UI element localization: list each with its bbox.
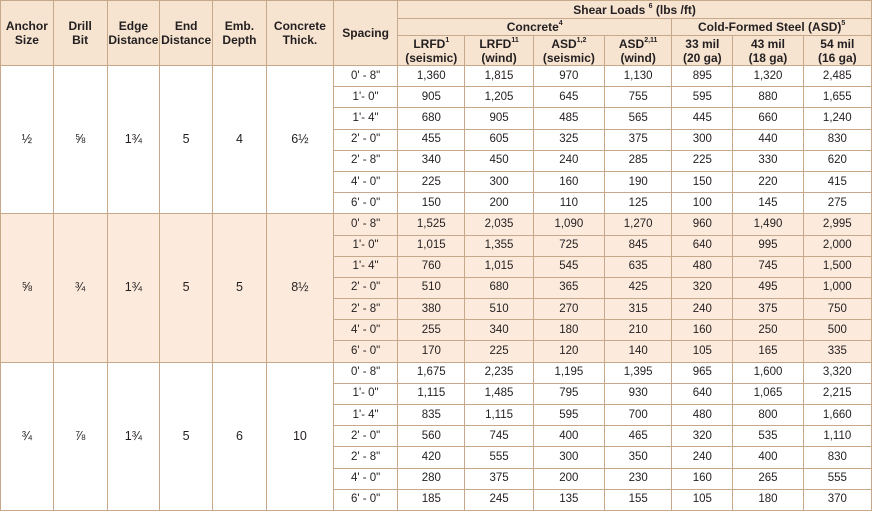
value-cell: 830 xyxy=(803,129,871,150)
spacing-cell: 4' - 0" xyxy=(334,171,398,192)
value-cell: 330 xyxy=(733,150,803,171)
subcol-header: ASD$^{2,11}$ (wind) xyxy=(605,36,672,66)
value-cell: 545 xyxy=(533,256,604,277)
spacing-cell: 6' - 0" xyxy=(334,341,398,362)
spacing-cell: 2' - 8" xyxy=(334,299,398,320)
value-cell: 1,000 xyxy=(803,277,871,298)
value-cell: 445 xyxy=(672,108,733,129)
spacing-cell: 6' - 0" xyxy=(334,489,398,510)
value-cell: 125 xyxy=(605,193,672,214)
col-emb-depth: Emb. Depth xyxy=(213,1,267,66)
value-cell: 480 xyxy=(672,256,733,277)
spacing-cell: 2' - 0" xyxy=(334,129,398,150)
value-cell: 510 xyxy=(465,299,533,320)
spacing-cell: 0' - 8" xyxy=(334,362,398,383)
value-cell: 2,995 xyxy=(803,214,871,235)
spacing-cell: 1'- 0" xyxy=(334,383,398,404)
value-cell: 150 xyxy=(398,193,465,214)
value-cell: 880 xyxy=(733,87,803,108)
spacing-cell: 2' - 8" xyxy=(334,150,398,171)
value-cell: 370 xyxy=(803,489,871,510)
value-cell: 140 xyxy=(605,341,672,362)
value-cell: 375 xyxy=(733,299,803,320)
value-cell: 535 xyxy=(733,426,803,447)
value-cell: 1,065 xyxy=(733,383,803,404)
subcol-header: ASD$^{1,2}$ (seismic) xyxy=(533,36,604,66)
table-body xyxy=(1,66,872,511)
anchor-size-cell: ⅝ xyxy=(1,214,54,362)
value-cell: 1,270 xyxy=(605,214,672,235)
shear-loads-header: Shear Loads $^6$ (lbs /ft) xyxy=(398,1,872,19)
value-cell: 425 xyxy=(605,277,672,298)
edge-distance-cell: 1¾ xyxy=(107,66,160,214)
end-distance-cell: 5 xyxy=(160,66,213,214)
value-cell: 1,240 xyxy=(803,108,871,129)
table-header xyxy=(1,1,872,66)
value-cell: 960 xyxy=(672,214,733,235)
value-cell: 135 xyxy=(533,489,604,510)
drill-bit-cell: ⅞ xyxy=(53,362,107,510)
value-cell: 150 xyxy=(672,171,733,192)
emb-depth-cell: 6 xyxy=(213,362,267,510)
value-cell: 340 xyxy=(398,150,465,171)
value-cell: 230 xyxy=(605,468,672,489)
value-cell: 760 xyxy=(398,256,465,277)
value-cell: 440 xyxy=(733,129,803,150)
value-cell: 200 xyxy=(533,468,604,489)
emb-depth-cell: 4 xyxy=(213,66,267,214)
value-cell: 1,115 xyxy=(465,405,533,426)
value-cell: 200 xyxy=(465,193,533,214)
value-cell: 180 xyxy=(533,320,604,341)
value-cell: 350 xyxy=(605,447,672,468)
spacing-cell: 1'- 4" xyxy=(334,256,398,277)
emb-depth-cell: 5 xyxy=(213,214,267,362)
value-cell: 2,235 xyxy=(465,362,533,383)
value-cell: 155 xyxy=(605,489,672,510)
concrete-thick-cell: 10 xyxy=(266,362,333,510)
value-cell: 240 xyxy=(672,447,733,468)
value-cell: 930 xyxy=(605,383,672,404)
value-cell: 895 xyxy=(672,66,733,87)
value-cell: 300 xyxy=(533,447,604,468)
value-cell: 1,360 xyxy=(398,66,465,87)
value-cell: 300 xyxy=(672,129,733,150)
spacing-cell: 6' - 0" xyxy=(334,193,398,214)
value-cell: 400 xyxy=(733,447,803,468)
value-cell: 905 xyxy=(465,108,533,129)
value-cell: 1,355 xyxy=(465,235,533,256)
value-cell: 830 xyxy=(803,447,871,468)
value-cell: 595 xyxy=(533,405,604,426)
value-cell: 595 xyxy=(672,87,733,108)
value-cell: 210 xyxy=(605,320,672,341)
value-cell: 1,015 xyxy=(398,235,465,256)
value-cell: 510 xyxy=(398,277,465,298)
value-cell: 335 xyxy=(803,341,871,362)
value-cell: 2,215 xyxy=(803,383,871,404)
value-cell: 1,815 xyxy=(465,66,533,87)
concrete-thick-cell: 6½ xyxy=(266,66,333,214)
value-cell: 400 xyxy=(533,426,604,447)
edge-distance-cell: 1¾ xyxy=(107,362,160,510)
value-cell: 680 xyxy=(465,277,533,298)
value-cell: 165 xyxy=(733,341,803,362)
value-cell: 190 xyxy=(605,171,672,192)
value-cell: 1,395 xyxy=(605,362,672,383)
value-cell: 660 xyxy=(733,108,803,129)
value-cell: 1,675 xyxy=(398,362,465,383)
value-cell: 240 xyxy=(672,299,733,320)
value-cell: 995 xyxy=(733,235,803,256)
col-spacing: Spacing xyxy=(334,1,398,66)
value-cell: 270 xyxy=(533,299,604,320)
value-cell: 565 xyxy=(605,108,672,129)
value-cell: 970 xyxy=(533,66,604,87)
spacing-cell: 2' - 8" xyxy=(334,447,398,468)
value-cell: 2,035 xyxy=(465,214,533,235)
value-cell: 700 xyxy=(605,405,672,426)
spacing-cell: 1'- 0" xyxy=(334,87,398,108)
value-cell: 620 xyxy=(803,150,871,171)
cold-formed-steel-group-header: Cold-Formed Steel (ASD)$^5$ xyxy=(672,19,872,36)
value-cell: 725 xyxy=(533,235,604,256)
value-cell: 640 xyxy=(672,383,733,404)
value-cell: 555 xyxy=(803,468,871,489)
spacing-cell: 0' - 8" xyxy=(334,214,398,235)
value-cell: 225 xyxy=(672,150,733,171)
col-anchor-size: Anchor Size xyxy=(1,1,54,66)
value-cell: 145 xyxy=(733,193,803,214)
value-cell: 1,195 xyxy=(533,362,604,383)
value-cell: 225 xyxy=(465,341,533,362)
value-cell: 450 xyxy=(465,150,533,171)
table-row xyxy=(1,66,872,87)
value-cell: 835 xyxy=(398,405,465,426)
col-concrete-thick: Concrete Thick. xyxy=(266,1,333,66)
value-cell: 120 xyxy=(533,341,604,362)
col-end-distance: End Distance xyxy=(160,1,213,66)
value-cell: 1,485 xyxy=(465,383,533,404)
value-cell: 965 xyxy=(672,362,733,383)
value-cell: 1,660 xyxy=(803,405,871,426)
value-cell: 105 xyxy=(672,341,733,362)
value-cell: 320 xyxy=(672,426,733,447)
value-cell: 500 xyxy=(803,320,871,341)
spacing-cell: 0' - 8" xyxy=(334,66,398,87)
value-cell: 465 xyxy=(605,426,672,447)
value-cell: 3,320 xyxy=(803,362,871,383)
anchor-size-cell: ½ xyxy=(1,66,54,214)
value-cell: 455 xyxy=(398,129,465,150)
value-cell: 495 xyxy=(733,277,803,298)
value-cell: 845 xyxy=(605,235,672,256)
value-cell: 605 xyxy=(465,129,533,150)
value-cell: 340 xyxy=(465,320,533,341)
spacing-cell: 1'- 0" xyxy=(334,235,398,256)
col-edge-distance: Edge Distance xyxy=(107,1,160,66)
value-cell: 1,130 xyxy=(605,66,672,87)
subcol-header: LRFD$^{11}$ (wind) xyxy=(465,36,533,66)
value-cell: 795 xyxy=(533,383,604,404)
value-cell: 160 xyxy=(672,468,733,489)
value-cell: 1,090 xyxy=(533,214,604,235)
value-cell: 320 xyxy=(672,277,733,298)
spacing-cell: 1'- 4" xyxy=(334,108,398,129)
value-cell: 220 xyxy=(733,171,803,192)
value-cell: 375 xyxy=(605,129,672,150)
spacing-cell: 1'- 4" xyxy=(334,405,398,426)
anchor-size-cell: ¾ xyxy=(1,362,54,510)
value-cell: 240 xyxy=(533,150,604,171)
value-cell: 1,205 xyxy=(465,87,533,108)
value-cell: 160 xyxy=(533,171,604,192)
value-cell: 1,600 xyxy=(733,362,803,383)
value-cell: 800 xyxy=(733,405,803,426)
value-cell: 225 xyxy=(398,171,465,192)
table-row xyxy=(1,214,872,235)
value-cell: 365 xyxy=(533,277,604,298)
value-cell: 2,000 xyxy=(803,235,871,256)
value-cell: 560 xyxy=(398,426,465,447)
value-cell: 255 xyxy=(398,320,465,341)
value-cell: 265 xyxy=(733,468,803,489)
value-cell: 1,015 xyxy=(465,256,533,277)
value-cell: 640 xyxy=(672,235,733,256)
end-distance-cell: 5 xyxy=(160,362,213,510)
drill-bit-cell: ⅝ xyxy=(53,66,107,214)
value-cell: 170 xyxy=(398,341,465,362)
spacing-cell: 4' - 0" xyxy=(334,320,398,341)
value-cell: 680 xyxy=(398,108,465,129)
edge-distance-cell: 1¾ xyxy=(107,214,160,362)
value-cell: 185 xyxy=(398,489,465,510)
value-cell: 420 xyxy=(398,447,465,468)
end-distance-cell: 5 xyxy=(160,214,213,362)
subcol-header: 54 mil (16 ga) xyxy=(803,36,871,66)
value-cell: 745 xyxy=(465,426,533,447)
table-row xyxy=(1,362,872,383)
value-cell: 275 xyxy=(803,193,871,214)
spacing-cell: 4' - 0" xyxy=(334,468,398,489)
value-cell: 160 xyxy=(672,320,733,341)
value-cell: 325 xyxy=(533,129,604,150)
value-cell: 380 xyxy=(398,299,465,320)
value-cell: 480 xyxy=(672,405,733,426)
value-cell: 1,320 xyxy=(733,66,803,87)
subcol-header: 43 mil (18 ga) xyxy=(733,36,803,66)
value-cell: 1,525 xyxy=(398,214,465,235)
value-cell: 755 xyxy=(605,87,672,108)
value-cell: 1,110 xyxy=(803,426,871,447)
value-cell: 635 xyxy=(605,256,672,277)
value-cell: 100 xyxy=(672,193,733,214)
concrete-thick-cell: 8½ xyxy=(266,214,333,362)
value-cell: 415 xyxy=(803,171,871,192)
value-cell: 280 xyxy=(398,468,465,489)
value-cell: 485 xyxy=(533,108,604,129)
value-cell: 1,500 xyxy=(803,256,871,277)
value-cell: 645 xyxy=(533,87,604,108)
value-cell: 285 xyxy=(605,150,672,171)
col-drill-bit: Drill Bit xyxy=(53,1,107,66)
value-cell: 555 xyxy=(465,447,533,468)
subcol-header: 33 mil (20 ga) xyxy=(672,36,733,66)
spacing-cell: 2' - 0" xyxy=(334,426,398,447)
value-cell: 750 xyxy=(803,299,871,320)
value-cell: 375 xyxy=(465,468,533,489)
value-cell: 300 xyxy=(465,171,533,192)
value-cell: 905 xyxy=(398,87,465,108)
value-cell: 110 xyxy=(533,193,604,214)
value-cell: 2,485 xyxy=(803,66,871,87)
value-cell: 180 xyxy=(733,489,803,510)
value-cell: 1,655 xyxy=(803,87,871,108)
value-cell: 745 xyxy=(733,256,803,277)
drill-bit-cell: ¾ xyxy=(53,214,107,362)
subcol-header: LRFD$^1$ (seismic) xyxy=(398,36,465,66)
concrete-group-header: Concrete$^4$ xyxy=(398,19,672,36)
value-cell: 245 xyxy=(465,489,533,510)
value-cell: 315 xyxy=(605,299,672,320)
value-cell: 105 xyxy=(672,489,733,510)
spacing-cell: 2' - 0" xyxy=(334,277,398,298)
value-cell: 250 xyxy=(733,320,803,341)
value-cell: 1,115 xyxy=(398,383,465,404)
value-cell: 1,490 xyxy=(733,214,803,235)
